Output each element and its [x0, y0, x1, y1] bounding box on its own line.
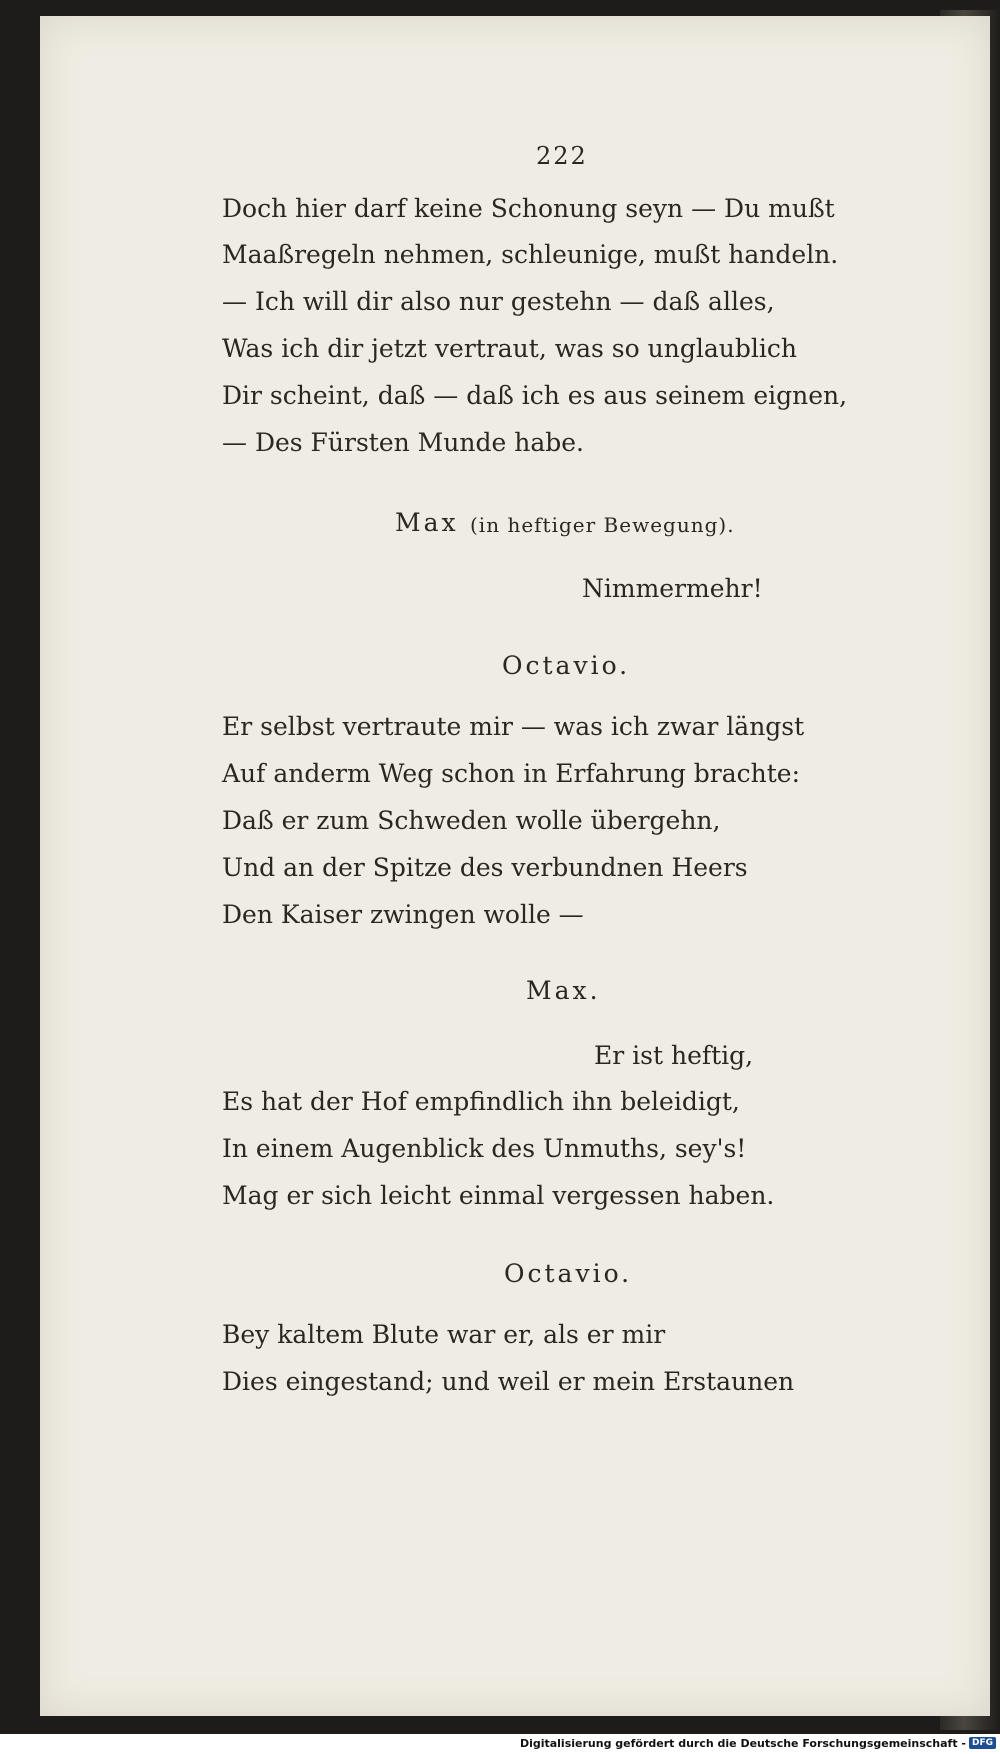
verse-line: Es hat der Hof empfindlich ihn beleidigt,	[222, 1087, 740, 1116]
page-number: 222	[536, 142, 588, 170]
speaker-name: Max.	[526, 976, 601, 1005]
dialogue-line: Er ist heftig,	[594, 1041, 754, 1070]
stage-direction: (in heftiger Bewegung).	[470, 513, 735, 537]
verse-line: Bey kaltem Blute war er, als er mir	[222, 1320, 666, 1349]
dfg-logo: DFG	[969, 1737, 996, 1749]
speaker-name: Octavio.	[504, 1259, 633, 1288]
verse-line: Doch hier darf keine Schonung seyn — Du mußt	[222, 194, 835, 223]
verse-line: Was ich dir jetzt vertraut, was so unglaublich	[222, 334, 797, 363]
verse-line: Er selbst vertraute mir — was ich zwar längst	[222, 712, 805, 741]
digitization-footer	[0, 1734, 1000, 1754]
verse-line: Daß er zum Schweden wolle übergehn,	[222, 806, 721, 835]
verse-line: — Ich will dir also nur gestehn — daß alles,	[222, 287, 775, 316]
verse-line: Auf anderm Weg schon in Erfahrung brachte:	[222, 759, 801, 788]
verse-line: — Des Fürsten Munde habe.	[222, 428, 584, 457]
verse-line: Mag er sich leicht einmal vergessen haben.	[222, 1181, 775, 1210]
verse-line: Maaßregeln nehmen, schleunige, mußt handeln.	[222, 240, 839, 269]
verse-line: Den Kaiser zwingen wolle —	[222, 900, 584, 929]
verse-line: Dies eingestand; und weil er mein Erstaunen	[222, 1367, 795, 1396]
verse-line: In einem Augenblick des Unmuths, sey's!	[222, 1134, 747, 1163]
dialogue-line: Nimmermehr!	[582, 574, 763, 603]
speaker-name: Octavio.	[502, 651, 631, 680]
footer-credit: Digitalisierung gefördert durch die Deutsche Forschungsgemeinschaft -	[519, 1737, 966, 1750]
verse-line: Dir scheint, daß — daß ich es aus seinem eignen,	[222, 381, 848, 410]
speaker-name: Max	[395, 508, 459, 537]
verse-line: Und an der Spitze des verbundnen Heers	[222, 853, 748, 882]
